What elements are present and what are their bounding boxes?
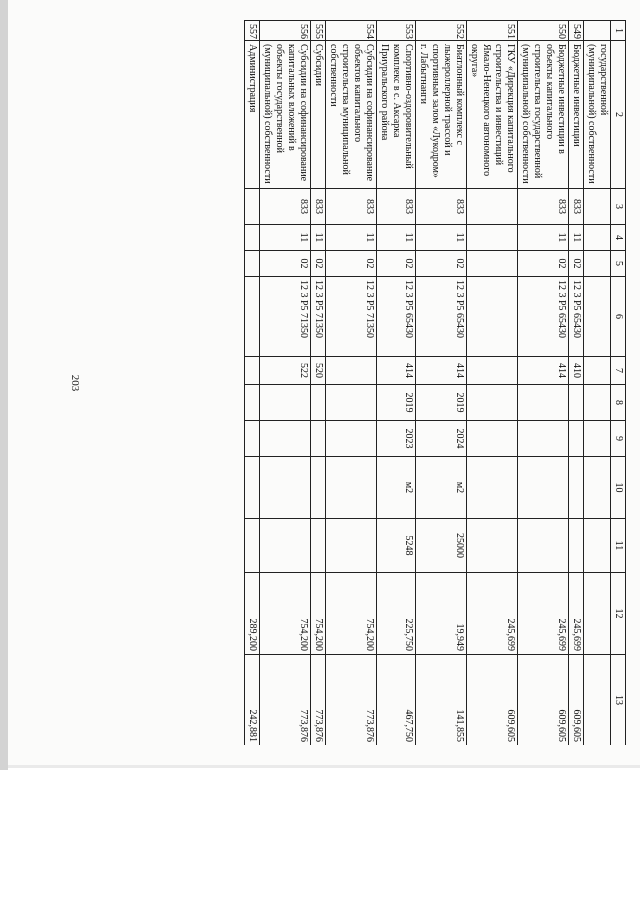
table-cell — [467, 385, 518, 421]
column-header: 8 — [611, 385, 626, 421]
table-cell — [245, 385, 260, 421]
table-cell — [260, 457, 311, 519]
table-cell: ГКУ «Дирекция капитального строительства и инвестиций Ямало-Ненецкого автономного округа» — [467, 41, 518, 189]
table-cell: Субсидии — [311, 41, 326, 189]
table-cell: 12 3 P5 65430 — [518, 277, 569, 357]
table-cell — [584, 385, 611, 421]
table-cell — [518, 385, 569, 421]
table-cell: 12 3 P5 65430 — [377, 277, 416, 357]
table-cell: 11 — [569, 225, 584, 251]
table-cell — [584, 21, 611, 41]
budget-table — [244, 20, 626, 745]
column-header: 1 — [611, 21, 626, 41]
table-cell: 551 — [467, 21, 518, 41]
table-row — [584, 21, 611, 746]
table-cell: 11 — [326, 225, 377, 251]
table-cell: 833 — [326, 189, 377, 225]
table-cell: 414 — [377, 357, 416, 385]
table-cell: 754,200 — [311, 573, 326, 655]
table-cell — [584, 457, 611, 519]
table-cell: 12 3 P5 71350 — [260, 277, 311, 357]
column-header: 9 — [611, 421, 626, 457]
table-cell: 02 — [326, 251, 377, 277]
table-cell: 11 — [377, 225, 416, 251]
table-cell: 12 3 P5 71350 — [311, 277, 326, 357]
table-cell — [584, 251, 611, 277]
table-cell: 19,949 — [416, 573, 467, 655]
table-cell — [245, 189, 260, 225]
table-cell: 609,605 — [569, 655, 584, 746]
table-cell — [326, 421, 377, 457]
table-row — [245, 21, 260, 746]
table-cell — [518, 421, 569, 457]
table-cell: 552 — [416, 21, 467, 41]
table-cell: Администрация — [245, 41, 260, 189]
table-row — [467, 21, 518, 746]
table-cell — [260, 421, 311, 457]
table-cell — [245, 225, 260, 251]
table-cell: 833 — [377, 189, 416, 225]
table-cell — [584, 225, 611, 251]
table-cell: 12 3 P5 65430 — [416, 277, 467, 357]
table-cell: Субсидии на софинансирование объектов капитального строительства муниципальной собственности — [326, 41, 377, 189]
table-cell — [245, 457, 260, 519]
column-header: 4 — [611, 225, 626, 251]
table-cell — [584, 357, 611, 385]
table-cell: 11 — [518, 225, 569, 251]
table-cell — [467, 457, 518, 519]
table-cell — [569, 385, 584, 421]
column-header: 12 — [611, 573, 626, 655]
table-cell: 12 3 P5 71350 — [326, 277, 377, 357]
table-row — [518, 21, 569, 746]
table-cell: 02 — [260, 251, 311, 277]
table-cell — [245, 421, 260, 457]
column-header: 5 — [611, 251, 626, 277]
table-cell: 557 — [245, 21, 260, 41]
table-cell: 5248 — [377, 519, 416, 573]
table-cell: 773,876 — [260, 655, 311, 746]
table-cell: 833 — [311, 189, 326, 225]
page-number: 203 — [69, 374, 81, 392]
table-cell: 141,855 — [416, 655, 467, 746]
table-cell — [326, 457, 377, 519]
rotated-table-frame — [96, 20, 626, 745]
table-cell — [467, 519, 518, 573]
table-cell — [311, 457, 326, 519]
table-cell: 467,750 — [377, 655, 416, 746]
column-header: 7 — [611, 357, 626, 385]
table-cell: 609,605 — [518, 655, 569, 746]
table-cell: 25000 — [416, 519, 467, 573]
table-cell — [569, 421, 584, 457]
table-cell: м2 — [377, 457, 416, 519]
table-cell: 833 — [416, 189, 467, 225]
table-cell — [245, 277, 260, 357]
table-cell — [467, 251, 518, 277]
table-cell: 02 — [377, 251, 416, 277]
table-cell: 225,750 — [377, 573, 416, 655]
column-header: 6 — [611, 277, 626, 357]
table-cell: м2 — [416, 457, 467, 519]
table-cell — [245, 251, 260, 277]
table-cell: 414 — [518, 357, 569, 385]
table-cell: 02 — [569, 251, 584, 277]
table-cell — [311, 421, 326, 457]
table-cell — [569, 519, 584, 573]
column-header: 3 — [611, 189, 626, 225]
table-cell: 2019 — [377, 385, 416, 421]
table-cell — [584, 573, 611, 655]
table-cell — [260, 519, 311, 573]
table-cell — [467, 357, 518, 385]
scan-edge — [0, 0, 8, 770]
table-cell: 833 — [569, 189, 584, 225]
table-cell — [467, 277, 518, 357]
table-cell: 754,200 — [326, 573, 377, 655]
table-cell: 773,876 — [311, 655, 326, 746]
table-cell: 520 — [311, 357, 326, 385]
table-cell: 410 — [569, 357, 584, 385]
table-row — [377, 21, 416, 746]
table-cell: Спортивно-оздоровительный комплекс в с. Аксарка Приуральского района — [377, 41, 416, 189]
table-cell: 245,699 — [518, 573, 569, 655]
table-cell — [326, 385, 377, 421]
table-cell: 754,200 — [260, 573, 311, 655]
column-header: 11 — [611, 519, 626, 573]
table-cell — [584, 189, 611, 225]
table-cell: Биатлонный комплекс с лыжероллерной трассой и спортивным залом «Лукодром» г. Лабытнанги — [416, 41, 467, 189]
table-cell: 556 — [260, 21, 311, 41]
table-cell: 11 — [311, 225, 326, 251]
table-cell — [260, 385, 311, 421]
column-header: 2 — [611, 41, 626, 189]
table-cell — [584, 421, 611, 457]
table-row — [260, 21, 311, 746]
table-cell: 609,605 — [467, 655, 518, 746]
table-cell — [326, 519, 377, 573]
table-cell: 242,881 — [245, 655, 260, 746]
table-cell: 11 — [260, 225, 311, 251]
budget-table-wrapper — [96, 20, 626, 745]
table-cell: 245,699 — [569, 573, 584, 655]
table-cell — [518, 457, 569, 519]
table-cell: 289,200 — [245, 573, 260, 655]
table-cell — [467, 189, 518, 225]
table-cell — [467, 421, 518, 457]
table-cell — [311, 385, 326, 421]
table-row — [569, 21, 584, 746]
table-cell — [467, 225, 518, 251]
table-cell — [518, 519, 569, 573]
table-cell — [311, 519, 326, 573]
column-header: 13 — [611, 655, 626, 746]
table-cell: 555 — [311, 21, 326, 41]
table-cell: 11 — [416, 225, 467, 251]
table-cell: 522 — [260, 357, 311, 385]
table-cell: 2023 — [377, 421, 416, 457]
table-cell: 554 — [326, 21, 377, 41]
table-cell: 2024 — [416, 421, 467, 457]
table-cell: 773,876 — [326, 655, 377, 746]
table-cell — [584, 655, 611, 746]
page-bottom-edge — [8, 765, 640, 768]
table-cell: 549 — [569, 21, 584, 41]
table-cell: Бюджетные инвестиции в объекты капитального строительства государственной (муниципальной) собственности — [518, 41, 569, 189]
table-row — [311, 21, 326, 746]
column-header: 10 — [611, 457, 626, 519]
table-cell: 833 — [260, 189, 311, 225]
table-cell: 02 — [416, 251, 467, 277]
table-cell: 553 — [377, 21, 416, 41]
table-cell: 833 — [518, 189, 569, 225]
table-cell: 2019 — [416, 385, 467, 421]
table-cell: 02 — [311, 251, 326, 277]
table-cell: 414 — [416, 357, 467, 385]
table-cell: Субсидии на софинансирование капитальных вложений в объекты государственной (муниципальной) собственности — [260, 41, 311, 189]
table-cell: 12 3 P5 65430 — [569, 277, 584, 357]
table-cell — [245, 357, 260, 385]
table-cell — [326, 357, 377, 385]
table-cell — [584, 519, 611, 573]
table-row — [416, 21, 467, 746]
header-row — [611, 21, 626, 746]
table-cell — [569, 457, 584, 519]
table-cell: государственной (муниципальной) собственности — [584, 41, 611, 189]
table-cell: 550 — [518, 21, 569, 41]
table-cell — [584, 277, 611, 357]
table-cell: Бюджетные инвестиции — [569, 41, 584, 189]
table-row — [326, 21, 377, 746]
table-cell — [245, 519, 260, 573]
table-cell: 245,699 — [467, 573, 518, 655]
table-cell: 02 — [518, 251, 569, 277]
